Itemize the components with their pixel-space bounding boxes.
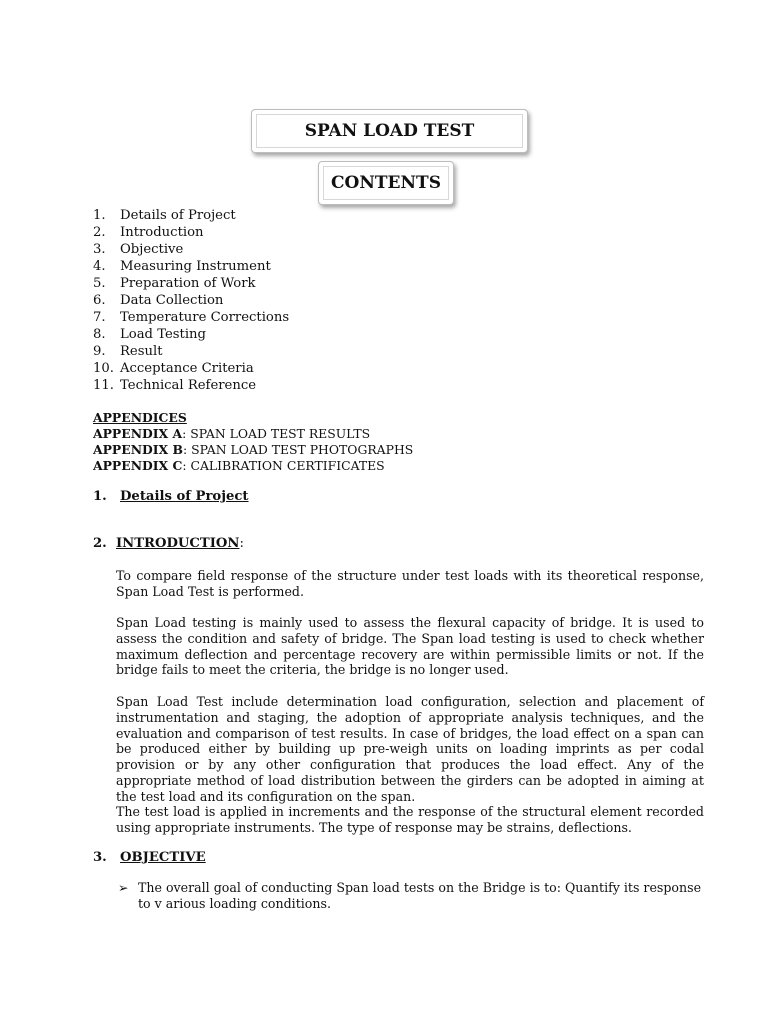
- section-3-heading: 3. OBJECTIVE: [93, 850, 206, 865]
- toc-item: 8. Load Testing: [93, 327, 206, 342]
- toc-item: 6. Data Collection: [93, 293, 224, 308]
- table-of-contents: [93, 207, 289, 394]
- intro-paragraph: Span Load testing is mainly used to assess the flexural capacity of bridge. It is used to assess the condition and safety of bridge. The Span load testing is used to check whether maximum deflection and percentage recovery are within permissible limits or not. If the bridge fails to meet the criteria, the bridge is no longer used.: [116, 615, 704, 678]
- toc-item-label: Load Testing: [120, 327, 206, 342]
- intro-paragraph: To compare field response of the structure under test loads with its theoretical response, Span Load Test is performed.: [116, 568, 704, 599]
- arrow-bullet-icon: ➢: [118, 880, 129, 895]
- appendices-block: [93, 410, 413, 474]
- appendix-item: APPENDIX C: CALIBRATION CERTIFICATES: [93, 458, 385, 473]
- toc-item-label: Objective: [120, 242, 184, 257]
- toc-item-label: Introduction: [120, 225, 204, 240]
- toc-item-label: Data Collection: [120, 293, 224, 308]
- contents-box: [318, 161, 454, 205]
- toc-item-label: Preparation of Work: [120, 276, 256, 291]
- intro-paragraph: Span Load Test include determination load configuration, selection and placement of instrumentation and staging, the adoption of appropriate analysis techniques, and the evaluation and comparison of test results. In case of bridges, the load effect on a span can be produced either by building up pre-weigh units on loading imprints as per codal provision or by any other configuration that produces the load effect. Any of the appropriate method of load distribution between the girders can be adopted in aiming at the test load and its configuration on the span.: [116, 694, 704, 804]
- toc-item-label: Details of Project: [120, 208, 236, 223]
- toc-item: 9. Result: [93, 344, 163, 359]
- toc-item: 3. Objective: [93, 242, 184, 257]
- toc-item-label: Temperature Corrections: [120, 310, 290, 325]
- objective-bullet-text: The overall goal of conducting Span load tests on the Bridge is to: Quantify its response to v arious loading conditions.: [138, 880, 702, 911]
- contents-heading: CONTENTS: [331, 173, 441, 193]
- toc-item-label: Measuring Instrument: [120, 259, 271, 274]
- toc-item: 7. Temperature Corrections: [93, 310, 290, 325]
- section-2-heading: 2. INTRODUCTION:: [93, 536, 244, 551]
- toc-item: 1. Details of Project: [93, 208, 236, 223]
- toc-item: 4. Measuring Instrument: [93, 259, 271, 274]
- appendices-heading: APPENDICES: [93, 410, 187, 425]
- objective-bullet: [118, 880, 704, 912]
- intro-paragraph: The test load is applied in increments and the response of the structural element recorded using appropriate instruments. The type of response may be strains, deflections.: [116, 804, 704, 835]
- toc-item: 2. Introduction: [93, 225, 204, 240]
- appendix-item: APPENDIX A: SPAN LOAD TEST RESULTS: [93, 426, 371, 441]
- title-box: [251, 109, 528, 153]
- appendix-item: APPENDIX B: SPAN LOAD TEST PHOTOGRAPHS: [93, 442, 414, 457]
- toc-item: 10. Acceptance Criteria: [93, 361, 254, 376]
- section-1-heading: 1. Details of Project: [93, 489, 249, 504]
- toc-item: 11. Technical Reference: [93, 378, 257, 393]
- toc-item-label: Result: [120, 344, 163, 359]
- document-title: SPAN LOAD TEST: [304, 121, 475, 141]
- toc-item: 5. Preparation of Work: [93, 276, 256, 291]
- toc-item-label: Technical Reference: [120, 378, 257, 393]
- toc-item-label: Acceptance Criteria: [120, 361, 254, 376]
